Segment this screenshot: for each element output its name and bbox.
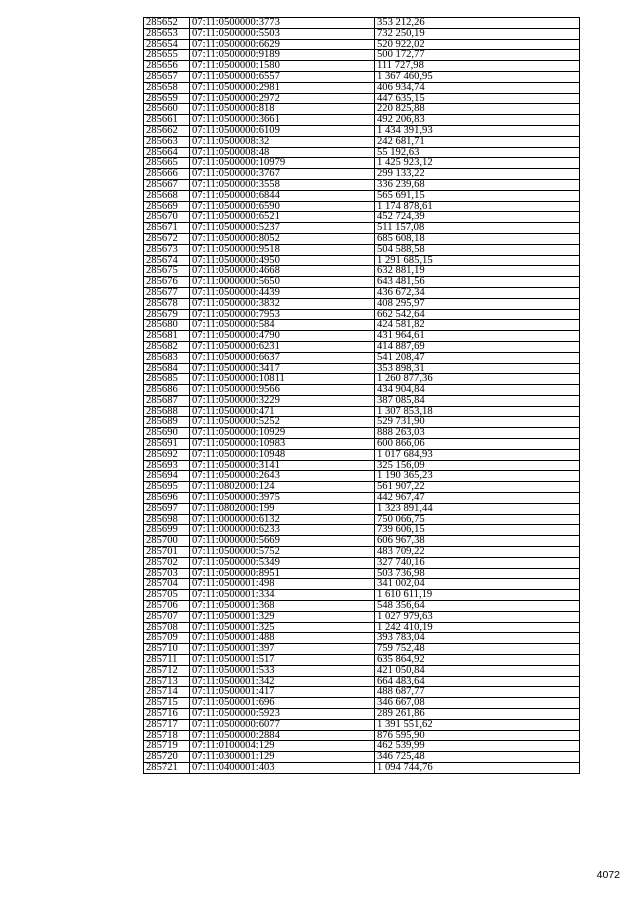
value-cell: 488 687,77 [375, 687, 580, 698]
value-cell: 529 731,90 [375, 417, 580, 428]
cadastral-number-cell: 07:11:0500000:3832 [190, 298, 375, 309]
table-row [144, 687, 580, 698]
value-cell: 1 174 878,61 [375, 201, 580, 212]
row-number-cell: 285678 [144, 298, 190, 309]
table-row [144, 298, 580, 309]
value-cell: 55 192,63 [375, 147, 580, 158]
cadastral-number-cell: 07:11:0400001:403 [190, 762, 375, 773]
value-cell: 739 606,15 [375, 525, 580, 536]
table-row [144, 71, 580, 82]
value-cell: 325 156,09 [375, 460, 580, 471]
cadastral-number-cell: 07:11:0500001:325 [190, 622, 375, 633]
cadastral-number-cell: 07:11:0500001:498 [190, 579, 375, 590]
value-cell: 492 206,83 [375, 115, 580, 126]
row-number-cell: 285652 [144, 18, 190, 29]
cadastral-number-cell: 07:11:0500000:3661 [190, 115, 375, 126]
cadastral-number-cell: 07:11:0500000:10983 [190, 439, 375, 450]
value-cell: 421 050,84 [375, 665, 580, 676]
table-row [144, 741, 580, 752]
cadastral-number-cell: 07:11:0500001:517 [190, 655, 375, 666]
value-cell: 424 581,82 [375, 320, 580, 331]
cadastral-number-cell: 07:11:0500000:3558 [190, 179, 375, 190]
cadastral-number-cell: 07:11:0500001:696 [190, 698, 375, 709]
table-row [144, 493, 580, 504]
table-row [144, 665, 580, 676]
value-cell: 1 291 685,15 [375, 255, 580, 266]
table-row [144, 61, 580, 72]
table-row [144, 525, 580, 536]
value-cell: 434 904,84 [375, 385, 580, 396]
row-number-cell: 285675 [144, 266, 190, 277]
cadastral-number-cell: 07:11:0500000:584 [190, 320, 375, 331]
row-number-cell: 285683 [144, 352, 190, 363]
cadastral-number-cell: 07:11:0500000:5503 [190, 28, 375, 39]
cadastral-number-cell: 07:11:0500000:2981 [190, 82, 375, 93]
row-number-cell: 285693 [144, 460, 190, 471]
value-cell: 406 934,74 [375, 82, 580, 93]
cadastral-number-cell: 07:11:0500000:10929 [190, 428, 375, 439]
cadastral-number-cell: 07:11:0500000:6844 [190, 190, 375, 201]
value-cell: 242 681,71 [375, 136, 580, 147]
row-number-cell: 285698 [144, 514, 190, 525]
cadastral-number-cell: 07:11:0000000:5650 [190, 277, 375, 288]
value-cell: 336 239,68 [375, 179, 580, 190]
cadastral-number-cell: 07:11:0500000:2972 [190, 93, 375, 104]
value-cell: 643 481,56 [375, 277, 580, 288]
table-row [144, 147, 580, 158]
row-number-cell: 285668 [144, 190, 190, 201]
table-row [144, 158, 580, 169]
row-number-cell: 285685 [144, 374, 190, 385]
table-row [144, 395, 580, 406]
cadastral-number-cell: 07:11:0500000:5349 [190, 557, 375, 568]
cadastral-number-cell: 07:11:0500001:342 [190, 676, 375, 687]
cadastral-number-cell: 07:11:0500000:4950 [190, 255, 375, 266]
cadastral-number-cell: 07:11:0500000:5237 [190, 223, 375, 234]
row-number-cell: 285700 [144, 536, 190, 547]
cadastral-number-cell: 07:11:0500000:6557 [190, 71, 375, 82]
cadastral-number-cell: 07:11:0500000:1580 [190, 61, 375, 72]
row-number-cell: 285702 [144, 557, 190, 568]
table-row [144, 644, 580, 655]
value-cell: 876 595,90 [375, 730, 580, 741]
cadastral-table-container [143, 17, 579, 774]
value-cell: 483 709,22 [375, 547, 580, 558]
row-number-cell: 285669 [144, 201, 190, 212]
cadastral-number-cell: 07:11:0500000:3417 [190, 363, 375, 374]
cadastral-number-cell: 07:11:0500000:3773 [190, 18, 375, 29]
row-number-cell: 285682 [144, 341, 190, 352]
row-number-cell: 285688 [144, 406, 190, 417]
cadastral-number-cell: 07:11:0500000:3767 [190, 169, 375, 180]
value-cell: 732 250,19 [375, 28, 580, 39]
value-cell: 414 887,69 [375, 341, 580, 352]
table-row [144, 50, 580, 61]
cadastral-number-cell: 07:11:0802000:199 [190, 503, 375, 514]
row-number-cell: 285664 [144, 147, 190, 158]
cadastral-number-cell: 07:11:0500000:9518 [190, 244, 375, 255]
cadastral-number-cell: 07:11:0500000:2643 [190, 471, 375, 482]
row-number-cell: 285672 [144, 233, 190, 244]
cadastral-number-cell: 07:11:0000000:6132 [190, 514, 375, 525]
value-cell: 504 588,58 [375, 244, 580, 255]
cadastral-number-cell: 07:11:0500001:368 [190, 601, 375, 612]
table-row [144, 482, 580, 493]
cadastral-number-cell: 07:11:0500001:334 [190, 590, 375, 601]
table-row [144, 363, 580, 374]
value-cell: 606 967,38 [375, 536, 580, 547]
row-number-cell: 285705 [144, 590, 190, 601]
value-cell: 353 898,31 [375, 363, 580, 374]
table-row [144, 622, 580, 633]
cadastral-number-cell: 07:11:0500000:6109 [190, 125, 375, 136]
row-number-cell: 285718 [144, 730, 190, 741]
cadastral-number-cell: 07:11:0500000:5752 [190, 547, 375, 558]
table-row [144, 309, 580, 320]
row-number-cell: 285679 [144, 309, 190, 320]
value-cell: 635 864,92 [375, 655, 580, 666]
cadastral-number-cell: 07:11:0000000:6233 [190, 525, 375, 536]
cadastral-number-cell: 07:11:0500000:6629 [190, 39, 375, 50]
value-cell: 431 964,61 [375, 331, 580, 342]
table-row [144, 676, 580, 687]
table-row [144, 449, 580, 460]
row-number-cell: 285719 [144, 741, 190, 752]
cadastral-number-cell: 07:11:0500000:6590 [190, 201, 375, 212]
row-number-cell: 285667 [144, 179, 190, 190]
table-row [144, 557, 580, 568]
row-number-cell: 285657 [144, 71, 190, 82]
table-row [144, 93, 580, 104]
value-cell: 548 356,64 [375, 601, 580, 612]
cadastral-number-cell: 07:11:0500000:4439 [190, 287, 375, 298]
table-row [144, 730, 580, 741]
page-number: 4072 [596, 869, 620, 881]
table-row [144, 752, 580, 763]
row-number-cell: 285695 [144, 482, 190, 493]
cadastral-number-cell: 07:11:0500000:4668 [190, 266, 375, 277]
table-row [144, 503, 580, 514]
row-number-cell: 285707 [144, 611, 190, 622]
value-cell: 341 002,04 [375, 579, 580, 590]
row-number-cell: 285703 [144, 568, 190, 579]
table-row [144, 169, 580, 180]
cadastral-number-cell: 07:11:0500000:3141 [190, 460, 375, 471]
value-cell: 1 017 684,93 [375, 449, 580, 460]
value-cell: 1 323 891,44 [375, 503, 580, 514]
row-number-cell: 285708 [144, 622, 190, 633]
row-number-cell: 285658 [144, 82, 190, 93]
value-cell: 1 610 611,19 [375, 590, 580, 601]
table-row [144, 536, 580, 547]
value-cell: 888 263,03 [375, 428, 580, 439]
table-row [144, 352, 580, 363]
table-row [144, 374, 580, 385]
table-row [144, 287, 580, 298]
cadastral-number-cell: 07:11:0500000:10948 [190, 449, 375, 460]
table-row [144, 233, 580, 244]
row-number-cell: 285673 [144, 244, 190, 255]
row-number-cell: 285671 [144, 223, 190, 234]
cadastral-number-cell: 07:11:0500000:471 [190, 406, 375, 417]
row-number-cell: 285716 [144, 709, 190, 720]
table-body [144, 18, 580, 774]
row-number-cell: 285699 [144, 525, 190, 536]
row-number-cell: 285690 [144, 428, 190, 439]
row-number-cell: 285689 [144, 417, 190, 428]
value-cell: 1 190 365,23 [375, 471, 580, 482]
cadastral-number-cell: 07:11:0300001:129 [190, 752, 375, 763]
row-number-cell: 285661 [144, 115, 190, 126]
cadastral-number-cell: 07:11:0500000:4790 [190, 331, 375, 342]
value-cell: 447 635,15 [375, 93, 580, 104]
cadastral-number-cell: 07:11:0500000:818 [190, 104, 375, 115]
row-number-cell: 285697 [144, 503, 190, 514]
row-number-cell: 285710 [144, 644, 190, 655]
table-row [144, 201, 580, 212]
row-number-cell: 285663 [144, 136, 190, 147]
value-cell: 1 367 460,95 [375, 71, 580, 82]
value-cell: 442 967,47 [375, 493, 580, 504]
table-row [144, 18, 580, 29]
cadastral-number-cell: 07:11:0500008:48 [190, 147, 375, 158]
cadastral-number-cell: 07:11:0500000:7953 [190, 309, 375, 320]
row-number-cell: 285677 [144, 287, 190, 298]
row-number-cell: 285676 [144, 277, 190, 288]
value-cell: 346 725,48 [375, 752, 580, 763]
table-row [144, 406, 580, 417]
row-number-cell: 285715 [144, 698, 190, 709]
row-number-cell: 285665 [144, 158, 190, 169]
row-number-cell: 285692 [144, 449, 190, 460]
table-row [144, 439, 580, 450]
cadastral-number-cell: 07:11:0500000:3229 [190, 395, 375, 406]
cadastral-number-cell: 07:11:0500001:397 [190, 644, 375, 655]
row-number-cell: 285709 [144, 633, 190, 644]
value-cell: 1 094 744,76 [375, 762, 580, 773]
cadastral-number-cell: 07:11:0500000:6077 [190, 719, 375, 730]
value-cell: 632 881,19 [375, 266, 580, 277]
table-row [144, 244, 580, 255]
table-row [144, 633, 580, 644]
table-row [144, 611, 580, 622]
value-cell: 452 724,39 [375, 212, 580, 223]
table-row [144, 266, 580, 277]
row-number-cell: 285655 [144, 50, 190, 61]
value-cell: 111 727,98 [375, 61, 580, 72]
cadastral-value-table [143, 17, 580, 774]
table-row [144, 579, 580, 590]
value-cell: 520 922,02 [375, 39, 580, 50]
table-row [144, 655, 580, 666]
row-number-cell: 285670 [144, 212, 190, 223]
cadastral-number-cell: 07:11:0500001:329 [190, 611, 375, 622]
cadastral-number-cell: 07:11:0500001:417 [190, 687, 375, 698]
cadastral-number-cell: 07:11:0500001:533 [190, 665, 375, 676]
value-cell: 541 208,47 [375, 352, 580, 363]
value-cell: 436 672,34 [375, 287, 580, 298]
cadastral-number-cell: 07:11:0500000:6637 [190, 352, 375, 363]
row-number-cell: 285714 [144, 687, 190, 698]
value-cell: 565 691,15 [375, 190, 580, 201]
row-number-cell: 285654 [144, 39, 190, 50]
cadastral-number-cell: 07:11:0100004:129 [190, 741, 375, 752]
row-number-cell: 285660 [144, 104, 190, 115]
value-cell: 1 434 391,93 [375, 125, 580, 136]
cadastral-number-cell: 07:11:0500000:9566 [190, 385, 375, 396]
table-row [144, 136, 580, 147]
table-row [144, 417, 580, 428]
table-row [144, 28, 580, 39]
value-cell: 220 825,88 [375, 104, 580, 115]
row-number-cell: 285717 [144, 719, 190, 730]
table-row [144, 179, 580, 190]
row-number-cell: 285659 [144, 93, 190, 104]
cadastral-number-cell: 07:11:0500000:6521 [190, 212, 375, 223]
table-row [144, 104, 580, 115]
row-number-cell: 285694 [144, 471, 190, 482]
table-row [144, 762, 580, 773]
cadastral-number-cell: 07:11:0500000:8951 [190, 568, 375, 579]
cadastral-number-cell: 07:11:0802000:124 [190, 482, 375, 493]
value-cell: 462 539,99 [375, 741, 580, 752]
table-row [144, 601, 580, 612]
value-cell: 346 667,08 [375, 698, 580, 709]
value-cell: 500 172,77 [375, 50, 580, 61]
cadastral-number-cell: 07:11:0500000:9189 [190, 50, 375, 61]
table-row [144, 385, 580, 396]
row-number-cell: 285720 [144, 752, 190, 763]
value-cell: 1 242 410,19 [375, 622, 580, 633]
table-row [144, 39, 580, 50]
table-row [144, 125, 580, 136]
table-row [144, 320, 580, 331]
row-number-cell: 285701 [144, 547, 190, 558]
row-number-cell: 285653 [144, 28, 190, 39]
value-cell: 759 752,48 [375, 644, 580, 655]
row-number-cell: 285691 [144, 439, 190, 450]
value-cell: 393 783,04 [375, 633, 580, 644]
cadastral-number-cell: 07:11:0000000:5669 [190, 536, 375, 547]
row-number-cell: 285656 [144, 61, 190, 72]
table-row [144, 698, 580, 709]
table-row [144, 115, 580, 126]
table-row [144, 255, 580, 266]
value-cell: 1 027 979,63 [375, 611, 580, 622]
cadastral-number-cell: 07:11:0500000:2884 [190, 730, 375, 741]
row-number-cell: 285687 [144, 395, 190, 406]
cadastral-number-cell: 07:11:0500001:488 [190, 633, 375, 644]
table-row [144, 547, 580, 558]
cadastral-number-cell: 07:11:0500000:10979 [190, 158, 375, 169]
cadastral-number-cell: 07:11:0500000:8052 [190, 233, 375, 244]
value-cell: 1 425 923,12 [375, 158, 580, 169]
cadastral-number-cell: 07:11:0500000:6231 [190, 341, 375, 352]
value-cell: 503 736,98 [375, 568, 580, 579]
value-cell: 353 212,26 [375, 18, 580, 29]
value-cell: 600 866,06 [375, 439, 580, 450]
table-row [144, 277, 580, 288]
table-row [144, 190, 580, 201]
cadastral-number-cell: 07:11:0500000:5923 [190, 709, 375, 720]
table-row [144, 590, 580, 601]
table-row [144, 514, 580, 525]
row-number-cell: 285684 [144, 363, 190, 374]
value-cell: 511 157,08 [375, 223, 580, 234]
row-number-cell: 285666 [144, 169, 190, 180]
table-row [144, 709, 580, 720]
value-cell: 664 483,64 [375, 676, 580, 687]
table-row [144, 331, 580, 342]
value-cell: 327 740,16 [375, 557, 580, 568]
table-row [144, 82, 580, 93]
table-row [144, 341, 580, 352]
row-number-cell: 285674 [144, 255, 190, 266]
row-number-cell: 285696 [144, 493, 190, 504]
value-cell: 408 295,97 [375, 298, 580, 309]
row-number-cell: 285713 [144, 676, 190, 687]
value-cell: 1 260 877,36 [375, 374, 580, 385]
row-number-cell: 285662 [144, 125, 190, 136]
row-number-cell: 285704 [144, 579, 190, 590]
table-row [144, 460, 580, 471]
row-number-cell: 285712 [144, 665, 190, 676]
row-number-cell: 285686 [144, 385, 190, 396]
row-number-cell: 285681 [144, 331, 190, 342]
row-number-cell: 285706 [144, 601, 190, 612]
row-number-cell: 285711 [144, 655, 190, 666]
table-row [144, 223, 580, 234]
cadastral-number-cell: 07:11:0500008:32 [190, 136, 375, 147]
table-row [144, 428, 580, 439]
value-cell: 289 261,86 [375, 709, 580, 720]
table-row [144, 719, 580, 730]
table-row [144, 568, 580, 579]
value-cell: 1 391 551,62 [375, 719, 580, 730]
table-row [144, 212, 580, 223]
value-cell: 561 907,22 [375, 482, 580, 493]
value-cell: 299 133,22 [375, 169, 580, 180]
value-cell: 662 542,64 [375, 309, 580, 320]
cadastral-number-cell: 07:11:0500000:3975 [190, 493, 375, 504]
value-cell: 750 066,75 [375, 514, 580, 525]
table-row [144, 471, 580, 482]
value-cell: 1 307 853,18 [375, 406, 580, 417]
row-number-cell: 285721 [144, 762, 190, 773]
row-number-cell: 285680 [144, 320, 190, 331]
value-cell: 387 085,84 [375, 395, 580, 406]
cadastral-number-cell: 07:11:0500000:5252 [190, 417, 375, 428]
cadastral-number-cell: 07:11:0500000:10811 [190, 374, 375, 385]
value-cell: 685 608,18 [375, 233, 580, 244]
